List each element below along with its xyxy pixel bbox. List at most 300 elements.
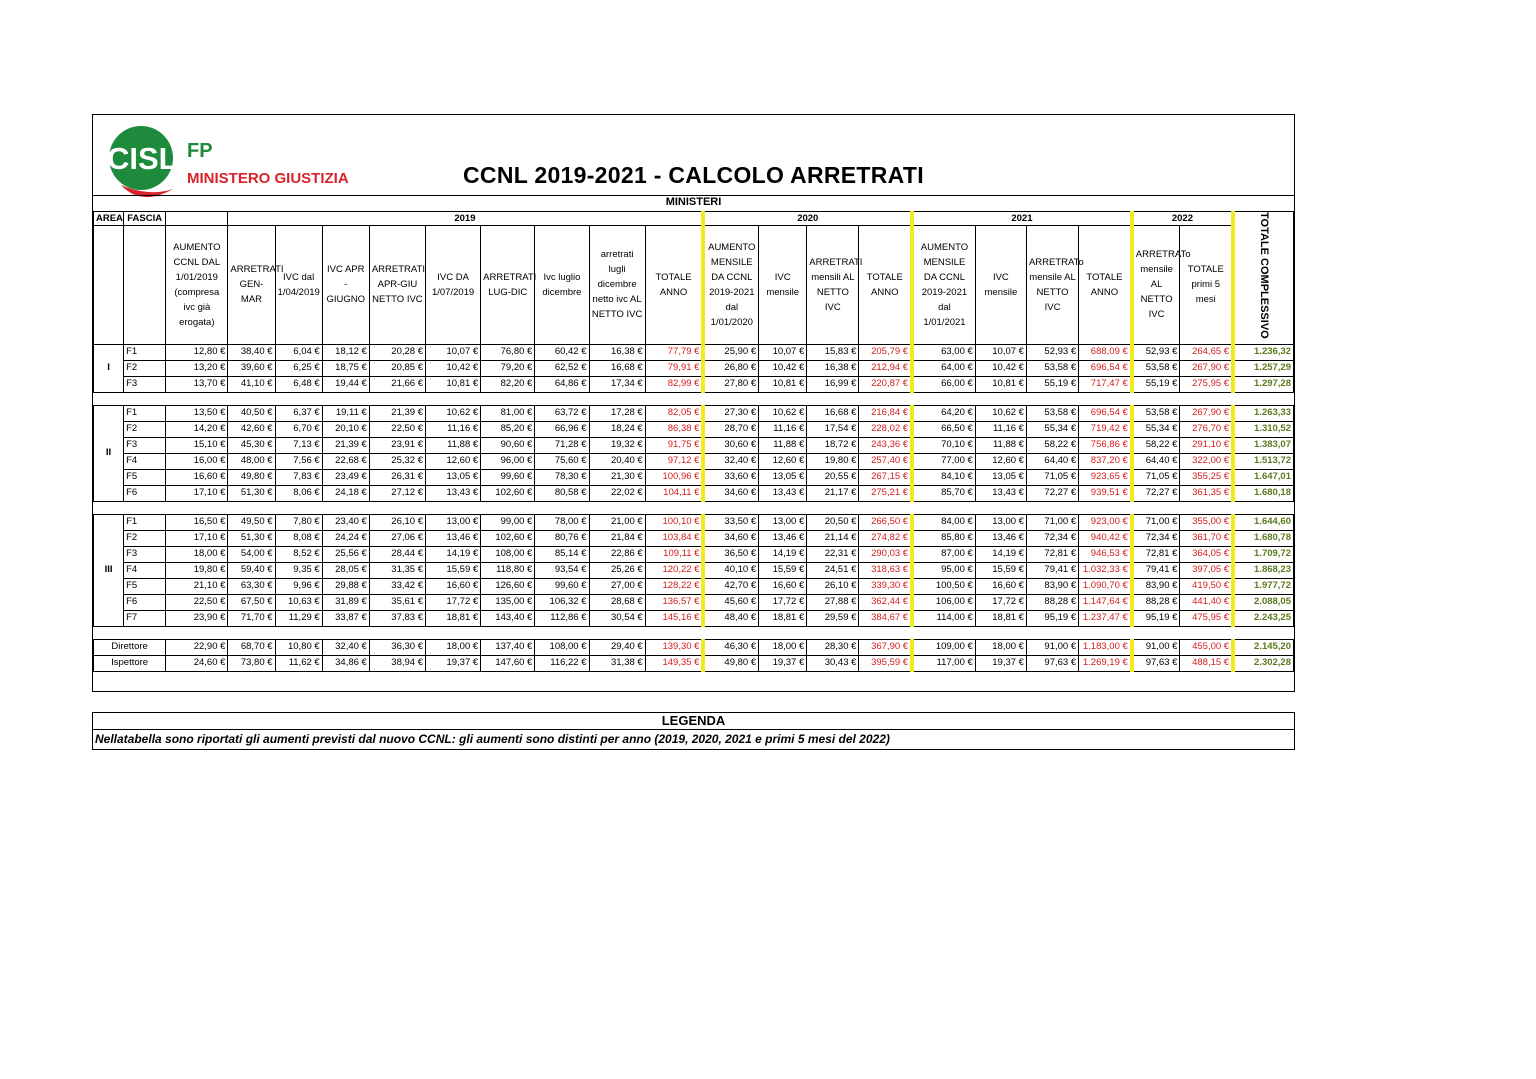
value-cell: 71,05 €	[1026, 469, 1078, 485]
value-cell: 27,00 €	[589, 578, 645, 594]
spacer-cell	[1233, 626, 1293, 639]
value-cell: 97,12 €	[645, 453, 703, 469]
value-cell: 71,00 €	[1026, 514, 1078, 530]
value-cell: 10,81 €	[975, 376, 1026, 392]
value-cell: 91,75 €	[645, 437, 703, 453]
spacer-cell	[703, 392, 758, 405]
value-cell: 55,34 €	[1132, 421, 1180, 437]
value-cell: 13,50 €	[166, 405, 228, 421]
value-cell: 1.269,19 €	[1079, 655, 1132, 671]
total-cell: 2.145,20	[1233, 639, 1293, 655]
value-cell: 85,20 €	[481, 421, 535, 437]
value-cell: 6,04 €	[275, 344, 322, 360]
value-cell: 18,00 €	[426, 639, 481, 655]
value-cell: 59,40 €	[228, 562, 275, 578]
total-cell: 1.647,01	[1233, 469, 1293, 485]
value-cell: 82,20 €	[481, 376, 535, 392]
value-cell: 97,63 €	[1026, 655, 1078, 671]
spacer-cell	[228, 392, 275, 405]
fascia-label: F1	[124, 514, 166, 530]
value-cell: 837,20 €	[1079, 453, 1132, 469]
value-cell: 10,07 €	[759, 344, 807, 360]
value-cell: 71,05 €	[1132, 469, 1180, 485]
value-cell: 756,86 €	[1079, 437, 1132, 453]
spacer-row	[94, 392, 1294, 405]
value-cell: 1.183,00 €	[1079, 639, 1132, 655]
value-cell: 22,50 €	[369, 421, 425, 437]
value-cell: 397,05 €	[1180, 562, 1233, 578]
area-header: AREA	[94, 212, 124, 226]
value-cell: 67,50 €	[228, 594, 275, 610]
value-cell: 9,35 €	[275, 562, 322, 578]
spacer-cell	[1026, 626, 1078, 639]
value-cell: 58,22 €	[1132, 437, 1180, 453]
value-cell: 22,86 €	[589, 546, 645, 562]
column-header: ARRETRATI LUG-DIC	[481, 226, 535, 345]
value-cell: 49,80 €	[703, 655, 758, 671]
value-cell: 688,09 €	[1079, 344, 1132, 360]
spacer-cell	[481, 626, 535, 639]
value-cell: 719,42 €	[1079, 421, 1132, 437]
spacer-cell	[1079, 626, 1132, 639]
value-cell: 24,51 €	[807, 562, 859, 578]
spacer-cell	[1132, 501, 1180, 514]
value-cell: 16,68 €	[589, 360, 645, 376]
value-cell: 696,54 €	[1079, 405, 1132, 421]
value-cell: 13,00 €	[426, 514, 481, 530]
value-cell: 39,60 €	[228, 360, 275, 376]
spacer-cell	[228, 501, 275, 514]
value-cell: 10,81 €	[426, 376, 481, 392]
value-cell: 8,08 €	[275, 530, 322, 546]
value-cell: 85,70 €	[912, 485, 975, 501]
value-cell: 38,40 €	[228, 344, 275, 360]
table-row	[94, 421, 1294, 437]
spacer-cell	[1079, 501, 1132, 514]
value-cell: 83,90 €	[1026, 578, 1078, 594]
value-cell: 40,10 €	[703, 562, 758, 578]
value-cell: 243,36 €	[859, 437, 912, 453]
value-cell: 10,62 €	[759, 405, 807, 421]
value-cell: 104,11 €	[645, 485, 703, 501]
value-cell: 11,88 €	[426, 437, 481, 453]
spacer-cell	[369, 501, 425, 514]
total-cell: 2.243,25	[1233, 610, 1293, 626]
spacer-cell	[94, 501, 124, 514]
value-cell: 79,41 €	[1132, 562, 1180, 578]
value-cell: 93,54 €	[535, 562, 589, 578]
year-header-row	[94, 212, 1294, 226]
value-cell: 81,00 €	[481, 405, 535, 421]
value-cell: 54,00 €	[228, 546, 275, 562]
table-row	[94, 562, 1294, 578]
value-cell: 31,38 €	[589, 655, 645, 671]
spacer-cell	[166, 392, 228, 405]
value-cell: 13,00 €	[759, 514, 807, 530]
value-cell: 17,28 €	[589, 405, 645, 421]
value-cell: 22,50 €	[166, 594, 228, 610]
value-cell: 53,58 €	[1026, 405, 1078, 421]
spacer-cell	[589, 626, 645, 639]
value-cell: 216,84 €	[859, 405, 912, 421]
value-cell: 143,40 €	[481, 610, 535, 626]
value-cell: 19,11 €	[322, 405, 369, 421]
value-cell: 14,20 €	[166, 421, 228, 437]
column-header: IVC mensile	[975, 226, 1026, 345]
column-header: AUMENTO MENSILE DA CCNL 2019-2021 dal 1/01/2020	[703, 226, 758, 345]
value-cell: 72,34 €	[1026, 530, 1078, 546]
value-cell: 10,07 €	[975, 344, 1026, 360]
value-cell: 80,58 €	[535, 485, 589, 501]
logo-fp-text: FP	[187, 140, 213, 162]
value-cell: 52,93 €	[1132, 344, 1180, 360]
value-cell: 76,80 €	[481, 344, 535, 360]
value-cell: 10,42 €	[975, 360, 1026, 376]
value-cell: 10,62 €	[975, 405, 1026, 421]
value-cell: 23,91 €	[369, 437, 425, 453]
value-cell: 37,83 €	[369, 610, 425, 626]
value-cell: 939,51 €	[1079, 485, 1132, 501]
value-cell: 77,79 €	[645, 344, 703, 360]
fascia-label: F6	[124, 485, 166, 501]
spacer-cell	[426, 392, 481, 405]
value-cell: 28,05 €	[322, 562, 369, 578]
value-cell: 20,28 €	[369, 344, 425, 360]
value-cell: 48,40 €	[703, 610, 758, 626]
value-cell: 16,99 €	[807, 376, 859, 392]
value-cell: 72,81 €	[1132, 546, 1180, 562]
value-cell: 25,90 €	[703, 344, 758, 360]
value-cell: 22,31 €	[807, 546, 859, 562]
value-cell: 16,38 €	[807, 360, 859, 376]
spacer-cell	[1026, 392, 1078, 405]
spacer-cell	[1180, 626, 1233, 639]
spacer-cell	[166, 626, 228, 639]
value-cell: 13,00 €	[975, 514, 1026, 530]
value-cell: 946,53 €	[1079, 546, 1132, 562]
spacer-cell	[859, 626, 912, 639]
value-cell: 12,60 €	[759, 453, 807, 469]
value-cell: 717,47 €	[1079, 376, 1132, 392]
value-cell: 96,00 €	[481, 453, 535, 469]
section-subtitle: MINISTERI	[93, 195, 1294, 209]
value-cell: 355,25 €	[1180, 469, 1233, 485]
value-cell: 128,22 €	[645, 578, 703, 594]
legend-title: LEGENDA	[93, 713, 1294, 730]
fascia-label: F4	[124, 453, 166, 469]
value-cell: 6,37 €	[275, 405, 322, 421]
value-cell: 362,44 €	[859, 594, 912, 610]
value-cell: 7,13 €	[275, 437, 322, 453]
fascia-label: F4	[124, 562, 166, 578]
table-row	[94, 376, 1294, 392]
column-header: IVC dal 1/04/2019	[275, 226, 322, 345]
value-cell: 82,99 €	[645, 376, 703, 392]
value-cell: 116,22 €	[535, 655, 589, 671]
total-cell: 1.263,33	[1233, 405, 1293, 421]
table-row	[94, 360, 1294, 376]
column-header: Ivc luglio dicembre	[535, 226, 589, 345]
value-cell: 20,55 €	[807, 469, 859, 485]
value-cell: 7,80 €	[275, 514, 322, 530]
value-cell: 75,60 €	[535, 453, 589, 469]
value-cell: 42,60 €	[228, 421, 275, 437]
value-cell: 14,19 €	[426, 546, 481, 562]
value-cell: 48,00 €	[228, 453, 275, 469]
value-cell: 21,00 €	[589, 514, 645, 530]
total-cell: 1.310,52	[1233, 421, 1293, 437]
year-blank	[166, 212, 228, 226]
legend-box	[92, 712, 1295, 750]
value-cell: 696,54 €	[1079, 360, 1132, 376]
table-row	[94, 405, 1294, 421]
value-cell: 13,05 €	[759, 469, 807, 485]
value-cell: 14,19 €	[975, 546, 1026, 562]
value-cell: 88,28 €	[1132, 594, 1180, 610]
spacer-cell	[535, 501, 589, 514]
spacer-cell	[124, 501, 166, 514]
value-cell: 71,70 €	[228, 610, 275, 626]
value-cell: 17,10 €	[166, 530, 228, 546]
spacer-cell	[807, 392, 859, 405]
spacer-cell	[703, 501, 758, 514]
spacer-cell	[807, 626, 859, 639]
value-cell: 66,00 €	[912, 376, 975, 392]
value-cell: 126,60 €	[481, 578, 535, 594]
column-header: ARRETRATo mensile AL NETTO IVC	[1132, 226, 1180, 345]
value-cell: 29,59 €	[807, 610, 859, 626]
value-cell: 109,11 €	[645, 546, 703, 562]
spacer-cell	[759, 626, 807, 639]
year-2021: 2021	[912, 212, 1132, 226]
value-cell: 19,44 €	[322, 376, 369, 392]
spacer-cell	[275, 501, 322, 514]
header-blank	[94, 226, 124, 345]
value-cell: 87,00 €	[912, 546, 975, 562]
table-row	[94, 578, 1294, 594]
value-cell: 1.237,47 €	[1079, 610, 1132, 626]
value-cell: 30,60 €	[703, 437, 758, 453]
year-2022: 2022	[1132, 212, 1233, 226]
value-cell: 72,27 €	[1132, 485, 1180, 501]
value-cell: 70,10 €	[912, 437, 975, 453]
value-cell: 10,42 €	[759, 360, 807, 376]
value-cell: 30,54 €	[589, 610, 645, 626]
value-cell: 106,32 €	[535, 594, 589, 610]
value-cell: 24,18 €	[322, 485, 369, 501]
value-cell: 291,10 €	[1180, 437, 1233, 453]
column-header: ARRETRATI APR-GIU NETTO IVC	[369, 226, 425, 345]
spreadsheet-sheet	[92, 114, 1295, 692]
value-cell: 318,63 €	[859, 562, 912, 578]
value-cell: 84,10 €	[912, 469, 975, 485]
value-cell: 21,84 €	[589, 530, 645, 546]
value-cell: 80,76 €	[535, 530, 589, 546]
value-cell: 17,10 €	[166, 485, 228, 501]
value-cell: 24,60 €	[166, 655, 228, 671]
value-cell: 55,34 €	[1026, 421, 1078, 437]
value-cell: 109,00 €	[912, 639, 975, 655]
total-cell: 2.302,28	[1233, 655, 1293, 671]
value-cell: 84,00 €	[912, 514, 975, 530]
value-cell: 46,30 €	[703, 639, 758, 655]
value-cell: 41,10 €	[228, 376, 275, 392]
value-cell: 27,30 €	[703, 405, 758, 421]
value-cell: 10,62 €	[426, 405, 481, 421]
fascia-label: F1	[124, 405, 166, 421]
value-cell: 147,60 €	[481, 655, 535, 671]
value-cell: 20,10 €	[322, 421, 369, 437]
value-cell: 103,84 €	[645, 530, 703, 546]
value-cell: 100,10 €	[645, 514, 703, 530]
value-cell: 22,90 €	[166, 639, 228, 655]
value-cell: 34,60 €	[703, 530, 758, 546]
value-cell: 419,50 €	[1180, 578, 1233, 594]
value-cell: 13,46 €	[426, 530, 481, 546]
spacer-cell	[859, 392, 912, 405]
value-cell: 13,43 €	[426, 485, 481, 501]
spacer-cell	[322, 501, 369, 514]
value-cell: 71,28 €	[535, 437, 589, 453]
logo-cisl-text: CISL	[107, 141, 178, 176]
value-cell: 52,93 €	[1026, 344, 1078, 360]
spacer-cell	[703, 626, 758, 639]
value-cell: 20,50 €	[807, 514, 859, 530]
value-cell: 16,60 €	[166, 469, 228, 485]
value-cell: 79,20 €	[481, 360, 535, 376]
value-cell: 339,30 €	[859, 578, 912, 594]
year-2019: 2019	[228, 212, 704, 226]
value-cell: 212,94 €	[859, 360, 912, 376]
value-cell: 21,14 €	[807, 530, 859, 546]
value-cell: 15,10 €	[166, 437, 228, 453]
spacer-cell	[1180, 501, 1233, 514]
value-cell: 64,86 €	[535, 376, 589, 392]
column-header: IVC mensile	[759, 226, 807, 345]
value-cell: 17,72 €	[975, 594, 1026, 610]
spacer-cell	[124, 392, 166, 405]
value-cell: 79,41 €	[1026, 562, 1078, 578]
value-cell: 16,60 €	[975, 578, 1026, 594]
value-cell: 33,42 €	[369, 578, 425, 594]
spacer-cell	[1233, 501, 1293, 514]
fascia-label: F2	[124, 530, 166, 546]
value-cell: 118,80 €	[481, 562, 535, 578]
spacer-cell	[275, 392, 322, 405]
value-cell: 26,31 €	[369, 469, 425, 485]
fascia-label: F3	[124, 546, 166, 562]
spacer-cell	[759, 392, 807, 405]
value-cell: 19,80 €	[807, 453, 859, 469]
spacer-cell	[322, 392, 369, 405]
value-cell: 114,00 €	[912, 610, 975, 626]
spacer-cell	[1132, 626, 1180, 639]
value-cell: 13,05 €	[426, 469, 481, 485]
column-header: ARRETRATI mensili AL NETTO IVC	[807, 226, 859, 345]
value-cell: 266,50 €	[859, 514, 912, 530]
spacer-cell	[912, 392, 975, 405]
value-cell: 72,34 €	[1132, 530, 1180, 546]
value-cell: 441,40 €	[1180, 594, 1233, 610]
value-cell: 6,70 €	[275, 421, 322, 437]
value-cell: 136,57 €	[645, 594, 703, 610]
value-cell: 29,40 €	[589, 639, 645, 655]
value-cell: 205,79 €	[859, 344, 912, 360]
value-cell: 19,80 €	[166, 562, 228, 578]
column-header: ARRETRATI GEN-MAR	[228, 226, 275, 345]
value-cell: 85,80 €	[912, 530, 975, 546]
value-cell: 8,06 €	[275, 485, 322, 501]
column-header: ARRETRATo mensile AL NETTO IVC	[1026, 226, 1078, 345]
value-cell: 10,42 €	[426, 360, 481, 376]
value-cell: 1.090,70 €	[1079, 578, 1132, 594]
arretrati-table	[93, 211, 1294, 672]
value-cell: 10,07 €	[426, 344, 481, 360]
value-cell: 27,88 €	[807, 594, 859, 610]
value-cell: 99,60 €	[481, 469, 535, 485]
value-cell: 145,16 €	[645, 610, 703, 626]
value-cell: 19,37 €	[426, 655, 481, 671]
fascia-label: F5	[124, 578, 166, 594]
value-cell: 14,19 €	[759, 546, 807, 562]
value-cell: 86,38 €	[645, 421, 703, 437]
value-cell: 63,00 €	[912, 344, 975, 360]
value-cell: 11,29 €	[275, 610, 322, 626]
value-cell: 17,34 €	[589, 376, 645, 392]
value-cell: 64,20 €	[912, 405, 975, 421]
value-cell: 64,00 €	[912, 360, 975, 376]
value-cell: 55,19 €	[1026, 376, 1078, 392]
value-cell: 276,70 €	[1180, 421, 1233, 437]
value-cell: 20,85 €	[369, 360, 425, 376]
value-cell: 23,40 €	[322, 514, 369, 530]
value-cell: 100,50 €	[912, 578, 975, 594]
value-cell: 17,54 €	[807, 421, 859, 437]
value-cell: 73,80 €	[228, 655, 275, 671]
value-cell: 6,25 €	[275, 360, 322, 376]
value-cell: 275,21 €	[859, 485, 912, 501]
value-cell: 25,32 €	[369, 453, 425, 469]
value-cell: 15,83 €	[807, 344, 859, 360]
table-row	[94, 453, 1294, 469]
value-cell: 42,70 €	[703, 578, 758, 594]
value-cell: 72,81 €	[1026, 546, 1078, 562]
spacer-cell	[228, 626, 275, 639]
value-cell: 20,40 €	[589, 453, 645, 469]
table-row	[94, 530, 1294, 546]
column-header: AUMENTO CCNL DAL 1/01/2019 (compresa ivc già erogata)	[166, 226, 228, 345]
value-cell: 384,67 €	[859, 610, 912, 626]
value-cell: 78,30 €	[535, 469, 589, 485]
value-cell: 58,22 €	[1026, 437, 1078, 453]
value-cell: 23,90 €	[166, 610, 228, 626]
value-cell: 91,00 €	[1026, 639, 1078, 655]
value-cell: 117,00 €	[912, 655, 975, 671]
spacer-cell	[426, 501, 481, 514]
value-cell: 16,50 €	[166, 514, 228, 530]
value-cell: 77,00 €	[912, 453, 975, 469]
spacer-cell	[275, 626, 322, 639]
value-cell: 27,06 €	[369, 530, 425, 546]
value-cell: 18,00 €	[166, 546, 228, 562]
value-cell: 8,52 €	[275, 546, 322, 562]
value-cell: 18,81 €	[759, 610, 807, 626]
value-cell: 99,60 €	[535, 578, 589, 594]
value-cell: 106,00 €	[912, 594, 975, 610]
spacer-cell	[1026, 501, 1078, 514]
value-cell: 11,88 €	[759, 437, 807, 453]
column-header: TOTALE ANNO	[1079, 226, 1132, 345]
